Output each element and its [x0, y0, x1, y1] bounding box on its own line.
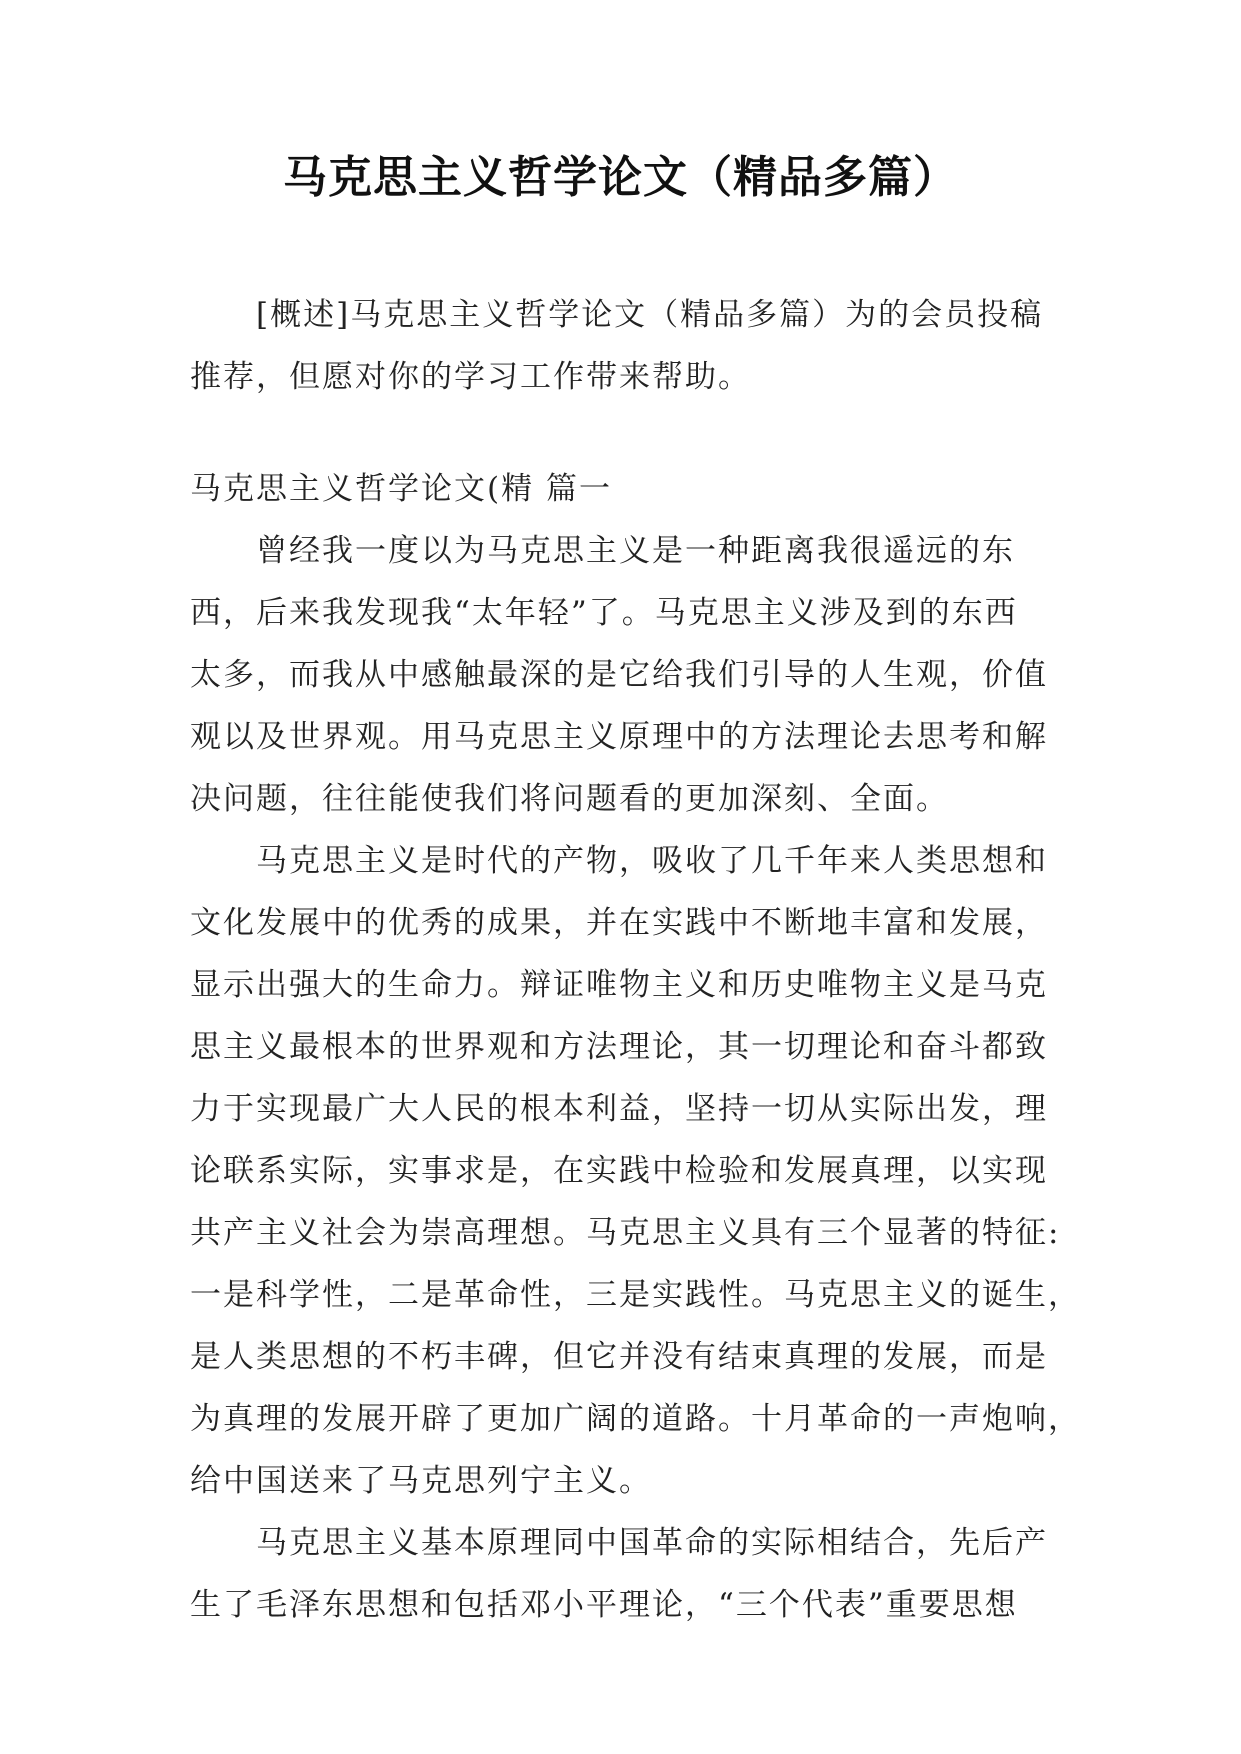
paragraph-line: 太多，而我从中感触最深的是它给我们引导的人生观，价值	[190, 657, 1048, 693]
summary-line: 推荐，但愿对你的学习工作带来帮助。	[190, 359, 751, 395]
paragraph-line: 显示出强大的生命力。辩证唯物主义和历史唯物主义是马克	[190, 967, 1048, 1003]
article-body	[190, 520, 1081, 1636]
summary-line: [概述]马克思主义哲学论文（精品多篇）为的会员投稿	[256, 297, 1044, 333]
paragraph-line: 共产主义社会为崇高理想。马克思主义具有三个显著的特征:	[190, 1215, 1061, 1251]
paragraph-line: 观以及世界观。用马克思主义原理中的方法理论去思考和解	[190, 719, 1048, 755]
summary-block	[190, 284, 1060, 408]
paragraph-line: 为真理的发展开辟了更加广阔的道路。十月革命的一声炮响，	[190, 1401, 1081, 1437]
paragraph-line: 思主义最根本的世界观和方法理论，其一切理论和奋斗都致	[190, 1029, 1048, 1065]
paragraph-line: 曾经我一度以为马克思主义是一种距离我很遥远的东	[256, 533, 1015, 569]
paragraph-line: 是人类思想的不朽丰碑，但它并没有结束真理的发展，而是	[190, 1339, 1048, 1375]
paragraph-line: 力于实现最广大人民的根本利益，坚持一切从实际出发，理	[190, 1091, 1048, 1127]
section-heading: 马克思主义哲学论文(精 篇一	[190, 471, 612, 507]
document-title: 马克思主义哲学论文（精品多篇）	[283, 152, 958, 203]
paragraph-line: 西，后来我发现我“太年轻”了。马克思主义涉及到的东西	[190, 595, 1018, 631]
section-heading-block	[190, 458, 1060, 520]
paragraph-3	[190, 1512, 1060, 1636]
paragraph-line: 文化发展中的优秀的成果，并在实践中不断地丰富和发展，	[190, 905, 1048, 941]
paragraph-line: 一是科学性，二是革命性，三是实践性。马克思主义的诞生，	[190, 1277, 1081, 1313]
paragraph-line: 马克思主义基本原理同中国革命的实际相结合，先后产	[256, 1525, 1048, 1561]
paragraph-line: 决问题，往往能使我们将问题看的更加深刻、全面。	[190, 781, 949, 817]
paragraph-line: 生了毛泽东思想和包括邓小平理论，“三个代表”重要思想	[190, 1587, 1018, 1623]
paragraph-line: 马克思主义是时代的产物，吸收了几千年来人类思想和	[256, 843, 1048, 879]
paragraph-line: 给中国送来了马克思列宁主义。	[190, 1463, 652, 1499]
paragraph-1	[190, 520, 1060, 830]
paragraph-line: 论联系实际，实事求是，在实践中检验和发展真理，以实现	[190, 1153, 1048, 1189]
paragraph-2	[190, 830, 1081, 1512]
